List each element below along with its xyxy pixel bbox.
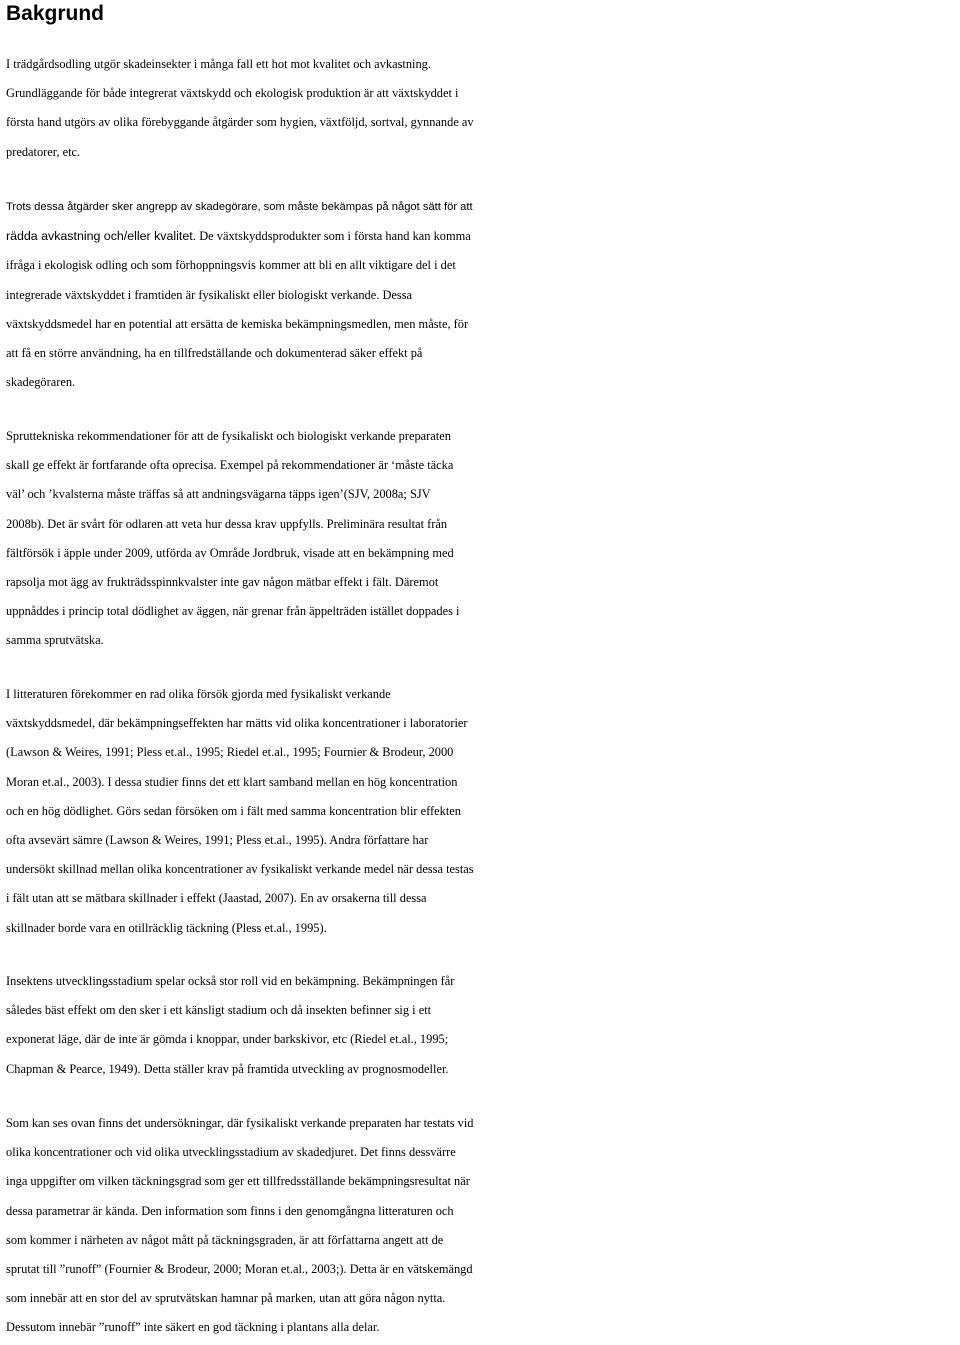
paragraph-4: [6, 680, 958, 943]
paragraph-2-line-1: Trots dessa åtgärder sker angrepp av skadegörare, som måste bekämpas på något sätt för att: [6, 201, 473, 213]
paragraph-4-line-7: undersökt skillnad mellan olika koncentrationer av fysikaliskt verkande medel när dessa testas: [6, 862, 474, 877]
document-page: [6, 0, 958, 1335]
paragraph-3-line-5: fältförsök i äpple under 2009, utförda av Område Jordbruk, visade att en bekämpning med: [6, 545, 454, 560]
paragraph-6-line-2: olika koncentrationer och vid olika utvecklingsstadium av skadedjuret. Det finns dessvärre: [6, 1145, 456, 1160]
paragraph-3-line-1: Spruttekniska rekommendationer för att de fysikaliskt och biologiskt verkande preparaten: [6, 429, 451, 443]
paragraph-2-line-2-part-2: De växtskyddsprodukter som i första hand kan komma: [199, 229, 471, 244]
paragraph-2-line-4-part-2: Dessa: [382, 287, 413, 302]
paragraph-2-line-7: skadegöraren.: [6, 375, 76, 390]
paragraph-2-line-2-part-1: rädda avkastning och/eller kvalitet.: [6, 229, 197, 244]
paragraph-3-line-8: samma sprutvätska.: [6, 633, 104, 648]
paragraph-2-line-2: [6, 222, 958, 251]
paragraph-5-line-4: Chapman & Pearce, 1949). Detta ställer krav på framtida utveckling av prognosmodeller.: [6, 1061, 449, 1076]
paragraph-3-line-7: uppnåddes i princip total dödlighet av äggen, när grenar från äppelträden istället doppades i: [6, 604, 460, 619]
paragraph-2-line-5: växtskyddsmedel har en potential att ersätta de kemiska bekämpningsmedlen, men måste, för: [6, 316, 469, 331]
paragraph-2-line-3: ifråga i ekologisk odling och som förhoppningsvis kommer att bli en allt viktigare del i det: [6, 258, 456, 273]
paragraph-4-line-5: och en hög dödlighet. Görs sedan försöken om i fält med samma koncentration blir effekten: [6, 803, 462, 818]
paragraph-5-line-3: exponerat läge, där de inte är gömda i knoppar, under barkskivor, etc (Riedel et.al., 1995;: [6, 1032, 449, 1047]
paragraph-3: [6, 422, 958, 656]
paragraph-4-line-6: ofta avsevärt sämre (Lawson & Weires, 1991; Pless et.al., 1995). Andra författare har: [6, 833, 429, 848]
paragraph-2-line-6: att få en större användning, ha en tillfredställande och dokumenterad säker effekt på: [6, 346, 423, 361]
paragraph-3-line-3: väl’ och ’kvalsterna måste träffas så att andningsvägarna täpps igen’(SJV, 2008a; SJV: [6, 487, 431, 502]
paragraph-2-line-4-part-1: integrerade växtskyddet i framtiden är fysikaliskt eller biologiskt verkande.: [6, 287, 380, 302]
paragraph-4-line-8: i fält utan att se mätbara skillnader i effekt (Jaastad, 2007). En av orsakerna till dessa: [6, 891, 427, 906]
paragraph-5-line-1: Insektens utvecklingsstadium spelar också stor roll vid en bekämpning. Bekämpningen får: [6, 974, 455, 988]
paragraph-4-line-4: Moran et.al., 2003). I dessa studier finns det ett klart samband mellan en hög koncentration: [6, 774, 458, 789]
paragraph-6-line-3: inga uppgifter om vilken täckningsgrad som ger ett tillfredsställande bekämpningsresultat när: [6, 1174, 470, 1189]
paragraph-5: [6, 967, 958, 1084]
paragraph-1-line-2: Grundläggande för både integrerat växtskydd och ekologisk produktion är att växtskyddet i: [6, 86, 459, 101]
paragraph-4-line-1: I litteraturen förekommer en rad olika försök gjorda med fysikaliskt verkande: [6, 687, 391, 701]
paragraph-5-line-2: således bäst effekt om den sker i ett känsligt stadium och då insekten befinner sig i ett: [6, 1003, 432, 1018]
paragraph-1: [6, 50, 958, 167]
paragraph-6-line-7: som innebär att en stor del av sprutvätskan hamnar på marken, utan att göra någon nytta.: [6, 1291, 446, 1306]
paragraph-1-line-4: predatorer, etc.: [6, 144, 81, 159]
paragraph-6: [6, 1109, 958, 1343]
paragraph-1-line-3: första hand utgörs av olika förebyggande åtgärder som hygien, växtföljd, sortval, gynnande av: [6, 115, 474, 130]
paragraph-6-line-6: sprutat till ”runoff” (Fournier & Brodeur, 2000; Moran et.al., 2003;). Detta är en vätskemängd: [6, 1262, 473, 1277]
paragraph-1-line-1: I trädgårdsodling utgör skadeinsekter i många fall ett hot mot kvalitet och avkastning.: [6, 57, 431, 71]
section-heading: Bakgrund: [6, 2, 105, 25]
paragraph-4-line-3: (Lawson & Weires, 1991; Pless et.al., 1995; Riedel et.al., 1995; Fournier & Brodeur, 2000: [6, 745, 454, 760]
paragraph-3-line-2: skall ge effekt är fortfarande ofta oprecisa. Exempel på rekommendationer är ‘måste täcka: [6, 458, 454, 473]
paragraph-4-line-9: skillnader borde vara en otillräcklig täckning (Pless et.al., 1995).: [6, 920, 327, 935]
paragraph-6-line-4: dessa parametrar är kända. Den information som finns i den genomgångna litteraturen och: [6, 1203, 454, 1218]
paragraph-3-line-6: rapsolja mot ägg av frukträdsspinnkvalster inte gav någon mätbar effekt i fält. Däremot: [6, 575, 439, 590]
paragraph-3-line-4: 2008b). Det är svårt för odlaren att veta hur dessa krav uppfylls. Preliminära resultat från: [6, 516, 448, 531]
paragraph-6-line-1: Som kan ses ovan finns det undersökningar, där fysikaliskt verkande preparaten har testats vid: [6, 1116, 474, 1130]
paragraph-6-line-8: Dessutom innebär ”runoff” inte säkert en god täckning i plantans alla delar.: [6, 1320, 380, 1335]
paragraph-2-line-4: [6, 281, 958, 310]
paragraph-2: [6, 193, 958, 397]
paragraph-4-line-2: växtskyddsmedel, där bekämpningseffekten har mätts vid olika koncentrationer i laboratorier: [6, 716, 468, 731]
paragraph-6-line-5: som kommer i närheten av något mått på täckningsgraden, är att författarna angett att de: [6, 1232, 444, 1247]
